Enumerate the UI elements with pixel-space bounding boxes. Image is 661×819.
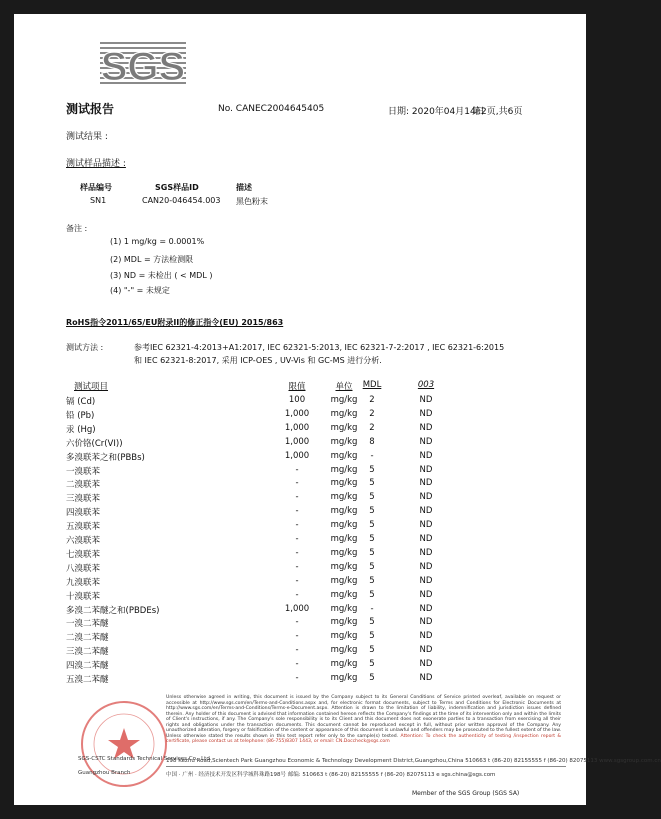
- test-item: 五溴二苯醚: [66, 675, 109, 685]
- mdl-value: -: [370, 450, 374, 461]
- result-value: ND: [419, 422, 433, 433]
- unit-value: mg/kg: [330, 589, 358, 600]
- col-limit: 限值: [288, 382, 306, 392]
- results-header-row: [14, 380, 586, 394]
- test-item: 五溴联苯: [66, 522, 101, 533]
- sample-desc: 黑色粉末: [236, 197, 268, 206]
- test-item: 二溴二苯醚: [66, 633, 109, 644]
- sample-sgs-id: CAN20-046454.003: [142, 196, 221, 205]
- test-item: 六溴联苯: [66, 536, 101, 546]
- mdl-value: 5: [369, 520, 375, 531]
- table-row: [14, 604, 586, 618]
- mdl-value: 2: [369, 408, 375, 419]
- test-item: 三溴二苯醚: [66, 647, 109, 658]
- result-value: ND: [419, 631, 433, 642]
- test-method-label: 测试方法 :: [66, 343, 104, 352]
- page-number: 第2页,共6页: [472, 107, 523, 117]
- mdl-value: 5: [369, 534, 375, 544]
- inspection-stamp: [78, 698, 170, 790]
- limit-value: 1,000: [284, 422, 310, 433]
- mdl-value: 2: [369, 422, 375, 433]
- test-item: 六价铬(Cr(VI)): [66, 438, 123, 449]
- limit-value: 1,000: [284, 436, 310, 447]
- unit-value: mg/kg: [330, 436, 358, 447]
- result-value: ND: [419, 673, 433, 683]
- limit-value: -: [295, 534, 299, 544]
- table-row: [14, 548, 586, 562]
- mdl-value: 5: [369, 673, 375, 683]
- test-item: 多溴二苯醚之和(PBDEs): [66, 605, 160, 616]
- mdl-value: 5: [369, 492, 375, 503]
- result-value: ND: [419, 534, 433, 544]
- table-row: [14, 659, 586, 673]
- unit-value: mg/kg: [330, 673, 358, 683]
- limit-value: -: [295, 547, 299, 558]
- unit-value: mg/kg: [330, 408, 358, 419]
- limit-value: 1,000: [284, 408, 310, 419]
- mdl-value: 8: [369, 436, 375, 447]
- result-value: ND: [419, 478, 433, 489]
- lab-name: SGS-CSTC Standards Technical Services Co., Ltd.: [78, 756, 212, 762]
- test-item: 八溴联苯: [66, 563, 101, 574]
- mdl-value: 5: [369, 631, 375, 642]
- test-item: 四溴联苯: [66, 508, 101, 519]
- table-row: [14, 562, 586, 576]
- unit-value: mg/kg: [330, 478, 358, 489]
- result-value: ND: [419, 450, 433, 461]
- table-row: [14, 492, 586, 506]
- table-row: [14, 534, 586, 548]
- terms-fine-print: Unless otherwise agreed in writing, this document is issued by the Company subject to its General Conditions of Service printed overleaf, available on request or accessible at http://www.sgs.com/en/Terms-and-Conditions.aspx and, for electronic format documents, subject to Terms and Conditions for Electronic Documents at http://www.sgs.com/en/Terms-and-Conditions/Terms-e-Document.aspx. Attention is drawn to the limitation of liability, indemnification and jurisdiction issues defined therein. Any holder of this document is advised that information contained hereon reflects the Company's findings at the time of its intervention only and within the limits of Client's instructions, if any. The Company's sole responsibility is to its Client and this document does not exonerate parties to a transaction from exercising all their rights and obligations under the transaction documents. This document cannot be reproduced except in full, without prior written approval of the Company. Any unauthorized alteration, forgery or falsification of the content or appearance of this document is unlawful and offenders may be prosecuted to the fullest extent of the law. Unless otherwise stated the results shown in this test report refer only to the sample(s) tested. Attention: To check the authenticity of testing /inspection report & certificate, please contact us at telephone: (86-755)8307 1443, or email: CN.Doccheck@sgs.com: [166, 695, 561, 744]
- table-row: [14, 478, 586, 492]
- table-row: [14, 617, 586, 631]
- test-method-line-2: 和 IEC 62321-8:2017, 采用 ICP-OES , UV-Vis 和 GC-MS 进行分析.: [134, 356, 382, 365]
- table-row: [14, 395, 586, 409]
- sgs-logo: [98, 38, 188, 88]
- mdl-value: 5: [369, 659, 375, 670]
- test-item: 七溴联苯: [66, 549, 101, 560]
- test-item: 汞 (Hg): [66, 424, 96, 435]
- result-value: ND: [419, 506, 433, 517]
- footer-divider: [166, 766, 566, 767]
- table-row: [14, 451, 586, 465]
- report-number: No. CANEC2004645405: [218, 104, 325, 114]
- mdl-value: 5: [369, 547, 375, 558]
- limit-value: -: [295, 464, 299, 475]
- mdl-value: 5: [369, 617, 375, 628]
- mdl-value: 5: [369, 645, 375, 656]
- mdl-value: 5: [369, 575, 375, 586]
- table-row: [14, 506, 586, 520]
- limit-value: 1,000: [284, 603, 310, 614]
- test-item: 九溴联苯: [66, 577, 101, 588]
- regulation-title: RoHS指令2011/65/EU附录II的修正指令(EU) 2015/863: [66, 318, 284, 327]
- table-row: [14, 631, 586, 645]
- limit-value: -: [295, 645, 299, 656]
- limit-value: -: [295, 492, 299, 503]
- limit-value: -: [295, 673, 299, 683]
- result-value: ND: [419, 464, 433, 475]
- test-item: 铅 (Pb): [66, 410, 95, 421]
- report-date: 日期: 2020年04月14日: [388, 107, 485, 117]
- table-row: [14, 576, 586, 590]
- stamp-icon: [78, 698, 170, 790]
- test-method-line-1: 参考IEC 62321-4:2013+A1:2017, IEC 62321-5:2013, IEC 62321-7-2:2017 , IEC 62321-6:2015: [134, 343, 505, 352]
- col-item: 测试项目: [74, 382, 109, 392]
- sample-col-sgs-id: SGS样品ID: [155, 183, 199, 192]
- mdl-value: 5: [369, 589, 375, 600]
- test-item: 二溴联苯: [66, 480, 101, 491]
- footer-address-en: 198 Kezhu Road,Scientech Park Guangzhou Economic & Technology Development District,Guangzhou,China 510663 t (86-20) 82155555 f (86-20) 82075113 www.sgsgroup.com.cn: [166, 758, 661, 764]
- limit-value: -: [295, 617, 299, 628]
- limit-value: -: [295, 561, 299, 572]
- table-row: [14, 437, 586, 451]
- mdl-value: 5: [369, 506, 375, 517]
- result-value: ND: [419, 436, 433, 447]
- mdl-value: 5: [369, 464, 375, 475]
- unit-value: mg/kg: [330, 520, 358, 531]
- sgs-logo-icon: [98, 38, 188, 88]
- notes-label: 备注 :: [66, 224, 88, 233]
- unit-value: mg/kg: [330, 464, 358, 475]
- unit-value: mg/kg: [330, 547, 358, 558]
- result-value: ND: [419, 520, 433, 531]
- table-row: [14, 520, 586, 534]
- limit-value: -: [295, 478, 299, 489]
- test-item: 多溴联苯之和(PBBs): [66, 452, 145, 463]
- table-row: [14, 409, 586, 423]
- unit-value: mg/kg: [330, 450, 358, 461]
- sample-col-desc: 描述: [236, 183, 252, 192]
- sample-desc-label: 测试样品描述 :: [66, 159, 126, 169]
- unit-value: mg/kg: [330, 395, 358, 405]
- unit-value: mg/kg: [330, 575, 358, 586]
- table-row: [14, 423, 586, 437]
- unit-value: mg/kg: [330, 561, 358, 572]
- note-3: (3) ND = 未检出 ( < MDL ): [110, 271, 213, 280]
- result-value: ND: [419, 645, 433, 656]
- test-item: 四溴二苯醚: [66, 661, 109, 672]
- result-value: ND: [419, 575, 433, 586]
- note-2: (2) MDL = 方法检测限: [110, 255, 194, 264]
- result-value: ND: [419, 408, 433, 419]
- table-row: [14, 645, 586, 659]
- result-value: ND: [419, 395, 433, 405]
- test-item: 一溴二苯醚: [66, 619, 109, 630]
- result-value: ND: [419, 589, 433, 600]
- unit-value: mg/kg: [330, 659, 358, 670]
- col-unit: 单位: [335, 382, 353, 392]
- test-item: 三溴联苯: [66, 494, 101, 505]
- test-item: 一溴联苯: [66, 466, 101, 477]
- limit-value: -: [295, 506, 299, 517]
- report-page: [14, 14, 661, 805]
- result-value: ND: [419, 617, 433, 628]
- test-result-label: 测试结果 :: [66, 132, 108, 142]
- result-value: ND: [419, 603, 433, 614]
- limit-value: 1,000: [284, 450, 310, 461]
- unit-value: mg/kg: [330, 645, 358, 656]
- unit-value: mg/kg: [330, 534, 358, 544]
- member-of: Member of the SGS Group (SGS SA): [412, 790, 520, 797]
- unit-value: mg/kg: [330, 603, 358, 614]
- test-item: 镉 (Cd): [66, 397, 96, 407]
- limit-value: -: [295, 631, 299, 642]
- col-mdl: MDL: [362, 380, 382, 390]
- unit-value: mg/kg: [330, 422, 358, 433]
- unit-value: mg/kg: [330, 506, 358, 517]
- table-row: [14, 465, 586, 479]
- result-value: ND: [419, 659, 433, 670]
- table-row: [14, 590, 586, 604]
- result-value: ND: [419, 492, 433, 503]
- test-item: 十溴联苯: [66, 591, 101, 602]
- result-value: ND: [419, 561, 433, 572]
- unit-value: mg/kg: [330, 631, 358, 642]
- sample-col-no: 样品编号: [80, 183, 112, 192]
- mdl-value: 5: [369, 561, 375, 572]
- sample-no: SN1: [90, 196, 107, 205]
- note-1: (1) 1 mg/kg = 0.0001%: [110, 237, 205, 246]
- col-result: 003: [417, 380, 435, 390]
- result-value: ND: [419, 547, 433, 558]
- limit-value: -: [295, 589, 299, 600]
- footer-address-cn: 中国 · 广州 · 经济技术开发区科学城科珠路198号 邮编: 510663 t (86-20) 82155555 f (86-20) 82075113 e sgs.china@sgs.com: [166, 772, 496, 778]
- limit-value: 100: [288, 395, 306, 405]
- mdl-value: 2: [369, 395, 375, 405]
- table-row: [14, 673, 586, 687]
- unit-value: mg/kg: [330, 617, 358, 628]
- limit-value: -: [295, 575, 299, 586]
- mdl-value: 5: [369, 478, 375, 489]
- limit-value: -: [295, 659, 299, 670]
- mdl-value: -: [370, 603, 374, 614]
- lab-name-2: Guangzhou Branch: [78, 770, 131, 776]
- note-4: (4) "-" = 未规定: [110, 286, 170, 295]
- limit-value: -: [295, 520, 299, 531]
- svg-text:SGS: SGS: [100, 45, 186, 89]
- report-title: 测试报告: [66, 102, 115, 116]
- unit-value: mg/kg: [330, 492, 358, 503]
